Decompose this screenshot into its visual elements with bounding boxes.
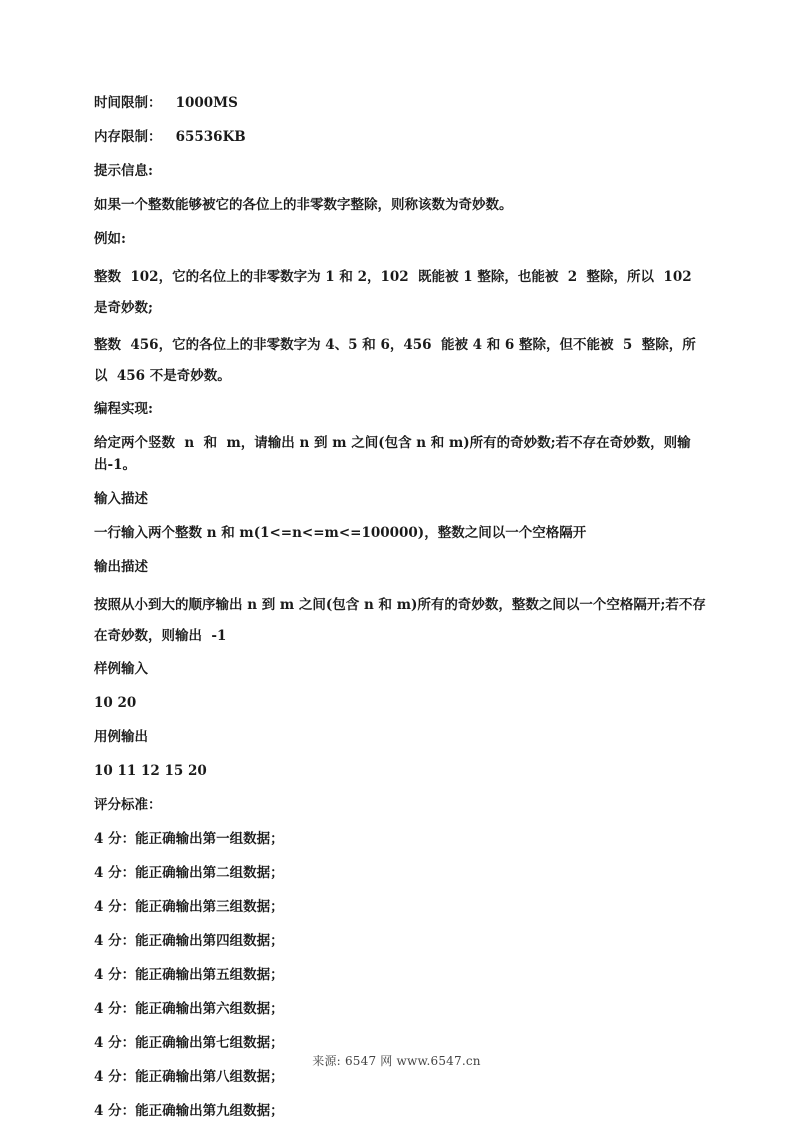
- task-text: 给定两个竖数 n 和 m，请输出 n 到 m 之间(包含 n 和 m)所有的奇妙数;若不存在奇妙数，则输出-1。: [94, 435, 691, 473]
- document-body: [94, 92, 706, 1134]
- score-item: 4 分：能正确输出第六组数据；: [94, 1001, 284, 1017]
- memory-limit: 内存限制： 65536KB: [94, 129, 246, 145]
- sample-input-value: 10 20: [94, 695, 137, 711]
- score-item: 4 分：能正确输出第五组数据；: [94, 967, 284, 983]
- hint-heading: 提示信息:: [94, 163, 153, 179]
- example-456: 整数 456，它的各位上的非零数字为 4、5 和 6，456 能被 4 和 6 整除，但不能被 5 整除，所以 456 不是奇妙数。: [94, 337, 696, 384]
- example-heading: 例如:: [94, 231, 126, 247]
- sample-input-heading: 样例输入: [94, 661, 148, 677]
- score-item: 4 分：能正确输出第九组数据；: [94, 1103, 284, 1119]
- output-desc-heading: 输出描述: [94, 559, 148, 575]
- definition-text: 如果一个整数能够被它的各位上的非零数字整除，则称该数为奇妙数。: [94, 197, 513, 213]
- time-limit: 时间限制： 1000MS: [94, 95, 238, 111]
- score-item: 4 分：能正确输出第一组数据；: [94, 831, 284, 847]
- sample-output-heading: 用例输出: [94, 729, 148, 745]
- programming-heading: 编程实现:: [94, 401, 153, 417]
- scoring-heading: 评分标准：: [94, 797, 162, 813]
- score-item: 4 分：能正确输出第二组数据；: [94, 865, 284, 881]
- input-desc-heading: 输入描述: [94, 491, 148, 507]
- score-item: 4 分：能正确输出第八组数据；: [94, 1069, 284, 1085]
- score-item: 4 分：能正确输出第七组数据；: [94, 1035, 284, 1051]
- output-desc-text: 按照从小到大的顺序输出 n 到 m 之间(包含 n 和 m)所有的奇妙数，整数之间以一个空格隔开;若不存在奇妙数，则输出 -1: [94, 597, 706, 644]
- sample-output-value: 10 11 12 15 20: [94, 763, 207, 779]
- input-desc-text: 一行输入两个整数 n 和 m(1<=n<=m<=100000)，整数之间以一个空格隔开: [94, 525, 587, 541]
- source-footer: 来源: 6547 网 www.6547.cn: [312, 1054, 481, 1068]
- example-102: 整数 102，它的名位上的非零数字为 1 和 2，102 既能被 1 整除，也能被 2 整除，所以 102 是奇妙数;: [94, 269, 702, 316]
- score-item: 4 分：能正确输出第三组数据；: [94, 899, 284, 915]
- score-item: 4 分：能正确输出第四组数据；: [94, 933, 284, 949]
